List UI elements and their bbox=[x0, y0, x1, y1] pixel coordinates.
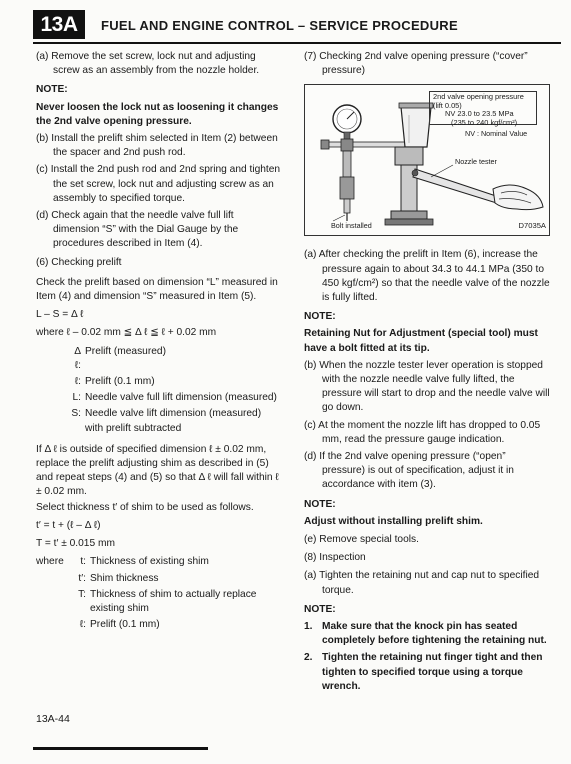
note-item: 1. Make sure that the knock pin has seated completely before tightening the retaining nut. bbox=[304, 621, 547, 647]
right-column bbox=[304, 50, 550, 694]
note-text: Adjust without installing prelift shim. bbox=[304, 515, 483, 527]
out-of-spec-paragraph: If Δ ℓ is outside of specified dimension ℓ ± 0.02 mm, replace the prelift adjusting shim as described in (5) and repeat steps (4) and (5) so that Δ ℓ will fall within ℓ ± 0.02 mm. bbox=[36, 443, 279, 498]
select-thickness-text: Select thickness t′ of shim to be used as follows. bbox=[36, 501, 254, 513]
definition-item: L: Needle valve full lift dimension (measured) bbox=[72, 392, 277, 404]
definition-item: S: Needle valve lift dimension (measured) with prelift subtracted bbox=[71, 408, 262, 434]
bolt-installed-label: Bolt installed bbox=[331, 221, 372, 231]
step-7c: (c) At the moment the nozzle lift has dropped to 0.05 mm, read the pressure gauge indication. bbox=[304, 419, 541, 445]
step-7-heading: (7) Checking 2nd valve opening pressure (“cover” pressure) bbox=[304, 51, 528, 77]
note-text: Never loosen the lock nut as loosening it changes the 2nd valve opening pressure. bbox=[36, 101, 279, 127]
header-divider bbox=[33, 42, 561, 44]
note-label: NOTE: bbox=[304, 311, 336, 323]
page-number: 13A-44 bbox=[36, 713, 70, 725]
step-8a: (a) Tighten the retaining nut and cap nut to specified torque. bbox=[304, 570, 540, 596]
figure-code: D7035A bbox=[518, 221, 546, 231]
definition-item: Δ ℓ: Prelift (measured) bbox=[74, 345, 166, 371]
definition-item: where t: Thickness of existing shim bbox=[36, 556, 209, 568]
nominal-value-label: NV : Nominal Value bbox=[465, 129, 528, 139]
definition-list-2 bbox=[36, 555, 282, 632]
definition-item: ℓ: Prelift (0.1 mm) bbox=[74, 376, 155, 388]
definition-item: T: Thickness of shim to actually replace existing shim bbox=[78, 588, 257, 614]
formula-range: where ℓ – 0.02 mm ≦ Δ ℓ ≦ ℓ + 0.02 mm bbox=[36, 327, 217, 339]
nozzle-tester-figure bbox=[304, 84, 550, 236]
spec-box: 2nd valve opening pressure (lift 0.05) NV 23.0 to 23.5 MPa (235 to 240 kgf/cm²) bbox=[429, 91, 537, 125]
note-label: NOTE: bbox=[304, 603, 336, 615]
note-label: NOTE: bbox=[304, 498, 336, 510]
definition-item: t′: Shim thickness bbox=[78, 572, 159, 584]
formula-l-s: L – S = Δ ℓ bbox=[36, 309, 84, 321]
step-7b: (b) When the nozzle tester lever operation is stopped with the nozzle needle valve fully lifted, the pressure will start to drop and the needle valve will go down. bbox=[304, 359, 550, 414]
step-7d: (d) If the 2nd valve opening pressure (“open” pressure) is out of specification, adjust it in accordance with item (3). bbox=[304, 451, 514, 491]
step-5a: (a) Remove the set screw, lock nut and adjusting screw as an assembly from the nozzle holder. bbox=[36, 51, 260, 77]
left-column bbox=[36, 50, 282, 632]
section-badge: 13A bbox=[33, 10, 85, 39]
step-7a: (a) After checking the prelift in Item (6), increase the pressure again to about 34.3 to 44.1 MPa (350 to 450 kgf/cm²) so that the needle valve of the nozzle is fully lifted. bbox=[304, 249, 550, 304]
formula-t-prime: t′ = t + (ℓ – Δ ℓ) bbox=[36, 519, 101, 531]
step-7e: (e) Remove special tools. bbox=[304, 534, 419, 546]
step-6-heading: (6) Checking prelift bbox=[36, 256, 122, 268]
page-header bbox=[33, 10, 561, 40]
footer-rule bbox=[33, 747, 208, 750]
definition-item: ℓ: Prelift (0.1 mm) bbox=[79, 619, 160, 631]
prelift-paragraph: Check the prelift based on dimension “L” measured in Item (4) and dimension “S” measured in Item (5). bbox=[36, 276, 278, 303]
nozzle-tester-label: Nozzle tester bbox=[455, 157, 497, 167]
formula-t: T = t′ ± 0.015 mm bbox=[36, 538, 115, 550]
definition-list-1 bbox=[36, 345, 282, 436]
step-8-heading: (8) Inspection bbox=[304, 552, 366, 564]
step-5d: (d) Check again that the needle valve full lift dimension “S” with the Dial Gauge by the procedures described in Item (4). bbox=[36, 210, 239, 250]
page-title: FUEL AND ENGINE CONTROL – SERVICE PROCEDURE bbox=[101, 18, 458, 33]
note-label: NOTE: bbox=[36, 84, 68, 96]
note-text: Retaining Nut for Adjustment (special tool) must have a bolt fitted at its tip. bbox=[304, 328, 538, 354]
note-item: 2. Tighten the retaining nut finger tight and then tighten to specified torque using a torque wrench. bbox=[304, 652, 543, 692]
step-5c: (c) Install the 2nd push rod and 2nd spring and tighten the set screw, lock nut and adjusting screw as an assembly to specified torque. bbox=[36, 164, 281, 204]
step-5b: (b) Install the prelift shim selected in Item (2) between the spacer and 2nd push rod. bbox=[36, 133, 278, 159]
